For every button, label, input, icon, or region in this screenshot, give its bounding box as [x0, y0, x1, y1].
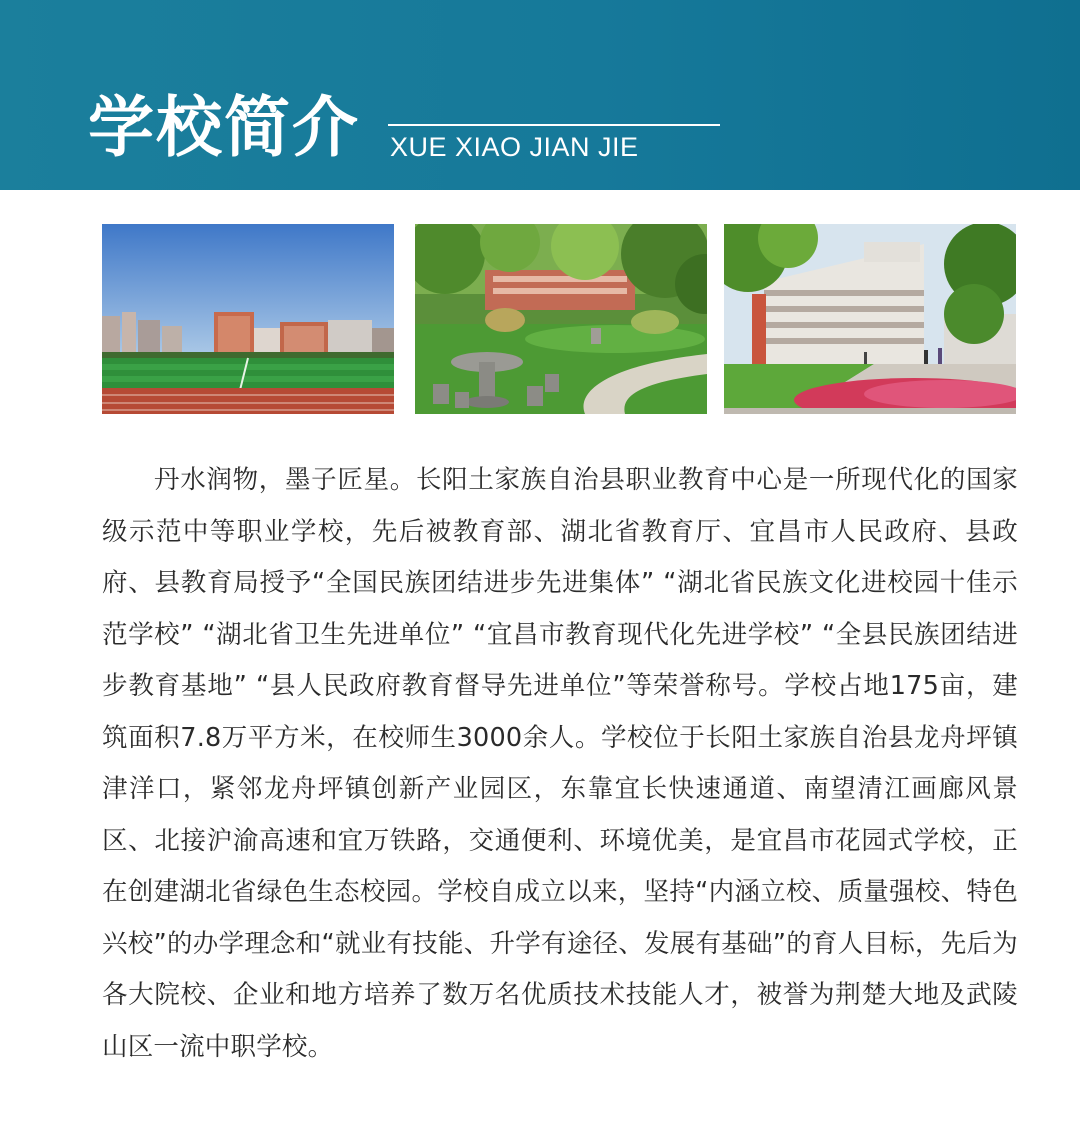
- photo-school-building: [102, 224, 394, 414]
- title-divider: [388, 124, 720, 126]
- page-subtitle: XUE XIAO JIAN JIE: [390, 132, 639, 162]
- header-banner: [0, 0, 1080, 190]
- photo-campus-garden: [415, 224, 707, 414]
- school-introduction-paragraph: 丹水润物，墨子匠星。长阳土家族自治县职业教育中心是一所现代化的国家级示范中等职业学校，先后被教育部、湖北省教育厅、宜昌市人民政府、县政府、县教育局授予“全国民族团结进步先进集体” “湖北省民族文化进校园十佳示范学校” “湖北省卫生先进单位” “宜昌市教育现代化先进学校” “全县民族团结进步教育基地” “县人民政府教育督导先进单位”等荣誉称号。学校占地175亩，建筑面积7.8万平方米，在校师生3000余人。学校位于长阳土家族自治县龙舟坪镇津洋口，紧邻龙舟坪镇创新产业园区，东靠宜长快速通道、南望清江画廊风景区、北接沪渝高速和宜万铁路，交通便利、环境优美，是宜昌市花园式学校，正在创建湖北省绿色生态校园。学校自成立以来，坚持“内涵立校、质量强校、特色兴校”的办学理念和“就业有技能、升学有途径、发展有基础”的育人目标，先后为各大院校、企业和地方培养了数万名优质技术技能人才，被誉为荆楚大地及武陵山区一流中职学校。: [102, 465, 1018, 1062]
- photo-teaching-building: [724, 224, 1016, 414]
- page-title: 学校简介: [88, 89, 360, 166]
